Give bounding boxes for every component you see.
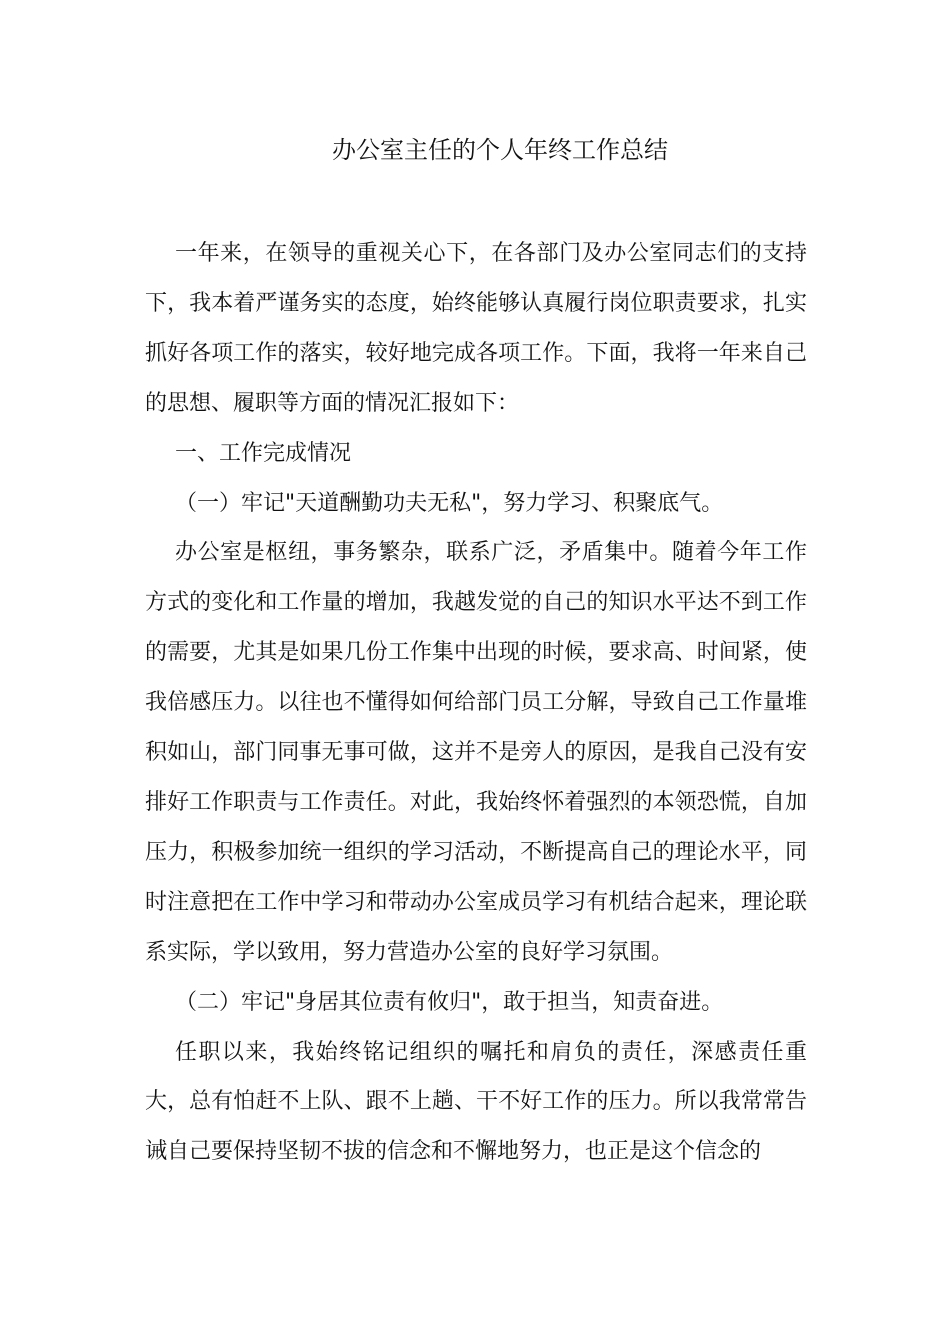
subsection-heading-1: （一）牢记"天道酬勤功夫无私"，努力学习、积聚底气。	[175, 490, 724, 516]
document-body	[145, 229, 807, 1177]
intro-paragraph: 一年来，在领导的重视关心下，在各部门及办公室同志们的支持下，我本着严谨务实的态度，始终能够认真履行岗位职责要求，扎实抓好各项工作的落实，较好地完成各项工作。下面，我将一年来自己的思想、履职等方面的情况汇报如下：	[145, 241, 807, 416]
document-title: 办公室主任的个人年终工作总结	[332, 136, 668, 164]
section-heading-1: 一、工作完成情况	[175, 440, 352, 466]
body-paragraph-1: 办公室是枢纽，事务繁杂，联系广泛，矛盾集中。随着今年工作方式的变化和工作量的增加，我越发觉的自己的知识水平达不到工作的需要，尤其是如果几份工作集中出现的时候，要求高、时间紧，使我倍感压力。以往也不懂得如何给部门员工分解，导致自己工作量堆积如山，部门同事无事可做，这并不是旁人的原因，是我自己没有安排好工作职责与工作责任。对此，我始终怀着强烈的本领恐慌，自加压力，积极参加统一组织的学习活动，不断提高自己的理论水平，同时注意把在工作中学习和带动办公室成员学习有机结合起来，理论联系实际，学以致用，努力营造办公室的良好学习氛围。	[145, 540, 807, 965]
body-paragraph-2: 任职以来，我始终铭记组织的嘱托和肩负的责任，深感责任重大，总有怕赶不上队、跟不上趟、干不好工作的压力。所以我常常告诫自己要保持坚韧不拔的信念和不懈地努力，也正是这个信念的	[145, 1039, 807, 1165]
subsection-heading-2: （二）牢记"身居其位责有攸归"，敢于担当，知责奋进。	[175, 989, 724, 1015]
